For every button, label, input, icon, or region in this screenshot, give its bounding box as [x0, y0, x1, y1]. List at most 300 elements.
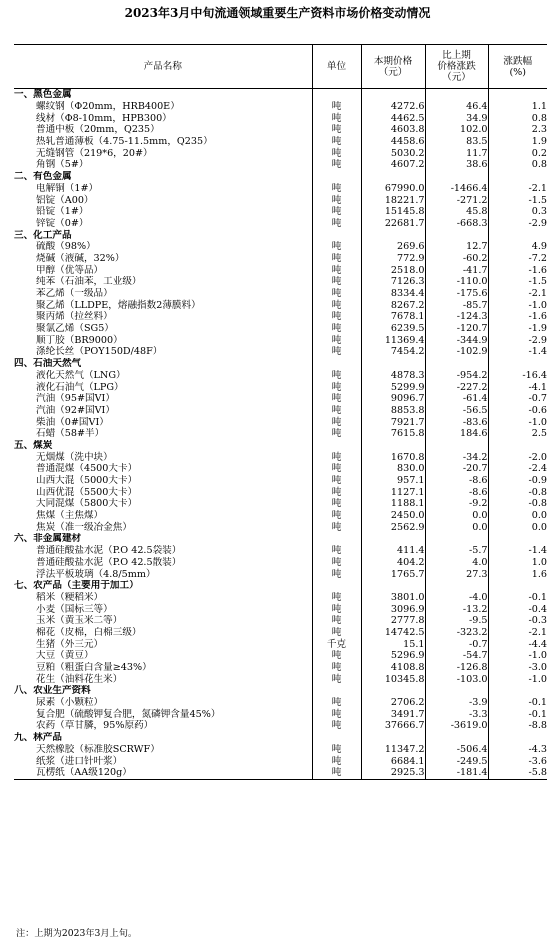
price-cell: 18221.7 — [361, 194, 425, 206]
pct-cell: 1.1 — [488, 101, 547, 113]
product-name-cell: 大豆（黄豆） — [36, 650, 94, 662]
price-cell: 6684.1 — [361, 755, 425, 767]
unit-cell: 吨 — [312, 662, 361, 674]
table-row — [14, 708, 547, 720]
change-cell: -8.6 — [425, 475, 488, 487]
unit-cell — [312, 732, 361, 744]
pct-cell: 1.6 — [488, 568, 547, 580]
product-name-cell: 纸浆（进口针叶浆） — [36, 755, 123, 767]
header-name: 产品名称 — [14, 45, 312, 89]
price-cell: 15145.8 — [361, 206, 425, 218]
pct-cell: -8.8 — [488, 720, 547, 732]
table-row — [14, 545, 547, 557]
product-name-cell: 无缝钢管（219*6，20#） — [36, 147, 153, 159]
table-row — [14, 673, 547, 685]
change-cell: -271.2 — [425, 194, 488, 206]
price-cell: 772.9 — [361, 253, 425, 265]
product-name-cell: 生猪（外三元） — [36, 638, 104, 650]
pct-cell: -1.0 — [488, 673, 547, 685]
pct-cell — [488, 229, 547, 241]
pct-cell: -2.1 — [488, 183, 547, 195]
unit-cell: 吨 — [312, 381, 361, 393]
unit-cell: 吨 — [312, 147, 361, 159]
price-cell: 7615.8 — [361, 428, 425, 440]
unit-cell: 吨 — [312, 334, 361, 346]
change-cell — [425, 358, 488, 370]
pct-cell — [488, 685, 547, 697]
table-row — [14, 253, 547, 265]
product-name-cell: 一、黑色金属 — [14, 89, 72, 101]
product-name-cell: 柴油（0#国VI） — [36, 416, 109, 428]
price-cell: 1670.8 — [361, 451, 425, 463]
pct-cell: -7.2 — [488, 253, 547, 265]
unit-cell: 吨 — [312, 486, 361, 498]
product-name-cell: 稻米（粳稻米） — [36, 591, 104, 603]
unit-cell: 吨 — [312, 767, 361, 779]
change-cell — [425, 89, 488, 101]
table-row — [14, 662, 547, 674]
unit-cell — [312, 440, 361, 452]
table-row — [14, 475, 547, 487]
category-row — [14, 732, 547, 744]
pct-cell: -1.6 — [488, 264, 547, 276]
product-name-cell: 小麦（国标三等） — [36, 603, 113, 615]
change-cell: -13.2 — [425, 603, 488, 615]
change-cell: 45.8 — [425, 206, 488, 218]
change-cell: 0.0 — [425, 521, 488, 533]
change-cell: -103.0 — [425, 673, 488, 685]
table-row — [14, 603, 547, 615]
table-row — [14, 767, 547, 779]
product-name-cell: 浮法平板玻璃（4.8/5mm） — [36, 568, 156, 580]
pct-cell — [488, 440, 547, 452]
change-cell: 4.0 — [425, 557, 488, 569]
table-row — [14, 638, 547, 650]
table-row — [14, 124, 547, 136]
change-cell: -110.0 — [425, 276, 488, 288]
table-row — [14, 592, 547, 604]
pct-cell: -1.0 — [488, 299, 547, 311]
product-name-cell: 纯苯（石油苯，工业级） — [36, 276, 142, 288]
table-row — [14, 428, 547, 440]
change-cell: -181.4 — [425, 767, 488, 779]
price-cell: 411.4 — [361, 545, 425, 557]
pct-cell: -0.1 — [488, 697, 547, 709]
pct-cell: -4.1 — [488, 381, 547, 393]
product-name-cell: 瓦楞纸（AA级120g） — [14, 767, 312, 779]
pct-cell: 1.9 — [488, 136, 547, 148]
pct-cell: -3.6 — [488, 755, 547, 767]
price-cell: 957.1 — [361, 475, 425, 487]
unit-cell: 吨 — [312, 124, 361, 136]
product-name-cell: 八、农业生产资料 — [14, 685, 91, 697]
change-cell — [425, 732, 488, 744]
change-cell: -124.3 — [425, 311, 488, 323]
product-name-cell: 汽油（95#国VI） — [36, 393, 115, 405]
price-cell — [361, 732, 425, 744]
unit-cell: 吨 — [312, 498, 361, 510]
unit-cell: 吨 — [312, 545, 361, 557]
product-name-cell: 聚乙烯（LLDPE，熔融指数2薄膜料） — [36, 299, 201, 311]
table-row — [14, 159, 547, 171]
table-row — [14, 498, 547, 510]
pct-cell — [488, 732, 547, 744]
change-cell: -34.2 — [425, 451, 488, 463]
product-name-cell: 电解铜（1#） — [36, 182, 99, 194]
category-row — [14, 358, 547, 370]
price-cell: 5296.9 — [361, 650, 425, 662]
price-cell: 22681.7 — [361, 218, 425, 230]
unit-cell: 吨 — [312, 241, 361, 253]
unit-cell: 吨 — [312, 592, 361, 604]
price-cell — [361, 89, 425, 101]
table-row — [14, 101, 547, 113]
price-cell: 67990.0 — [361, 183, 425, 195]
unit-cell: 吨 — [312, 393, 361, 405]
pct-cell: -1.6 — [488, 311, 547, 323]
product-name-cell: 焦炭（准一级冶金焦） — [36, 521, 132, 533]
change-cell: -249.5 — [425, 755, 488, 767]
change-cell: -954.2 — [425, 370, 488, 382]
product-name-cell: 二、有色金属 — [14, 171, 72, 183]
change-cell: -61.4 — [425, 393, 488, 405]
price-cell: 2518.0 — [361, 264, 425, 276]
table-row — [14, 288, 547, 300]
pct-cell: -2.1 — [488, 627, 547, 639]
pct-cell: -0.9 — [488, 475, 547, 487]
change-cell: -323.2 — [425, 627, 488, 639]
price-cell — [361, 229, 425, 241]
pct-cell: 2.5 — [488, 428, 547, 440]
category-row — [14, 229, 547, 241]
change-cell: -3.3 — [425, 708, 488, 720]
price-cell: 8267.2 — [361, 299, 425, 311]
pct-cell — [488, 580, 547, 592]
unit-cell: 吨 — [312, 557, 361, 569]
pct-cell: -2.1 — [488, 288, 547, 300]
table-row — [14, 299, 547, 311]
table-row — [14, 627, 547, 639]
table-row — [14, 218, 547, 230]
change-cell: -20.7 — [425, 463, 488, 475]
pct-cell: -0.4 — [488, 603, 547, 615]
pct-cell — [488, 89, 547, 101]
change-cell: -5.7 — [425, 545, 488, 557]
product-name-cell: 普通混煤（4500大卡） — [36, 463, 138, 475]
table-row — [14, 755, 547, 767]
change-cell: 27.3 — [425, 568, 488, 580]
table-row — [14, 147, 547, 159]
price-cell — [361, 440, 425, 452]
product-name-cell: 普通硅酸盐水泥（P.O 42.5袋装） — [36, 545, 182, 557]
product-name-cell: 无烟煤（洗中块） — [36, 451, 113, 463]
change-cell: 83.5 — [425, 136, 488, 148]
price-cell: 4108.8 — [361, 662, 425, 674]
change-cell: -668.3 — [425, 218, 488, 230]
change-cell: -120.7 — [425, 323, 488, 335]
product-name-cell: 顺丁胶（BR9000） — [36, 334, 123, 346]
product-name-cell: 三、化工产品 — [14, 229, 72, 241]
change-cell: -3619.0 — [425, 720, 488, 732]
change-cell: -3.9 — [425, 697, 488, 709]
pct-cell: -2.4 — [488, 463, 547, 475]
change-cell: -4.0 — [425, 592, 488, 604]
table-row — [14, 451, 547, 463]
table-row — [14, 276, 547, 288]
pct-cell: 1.0 — [488, 557, 547, 569]
price-cell: 8334.4 — [361, 288, 425, 300]
table-row — [14, 510, 547, 522]
product-name-cell: 聚氯乙烯（SG5） — [36, 323, 114, 335]
table-row — [14, 416, 547, 428]
price-cell: 830.0 — [361, 463, 425, 475]
price-cell: 2925.3 — [361, 767, 425, 779]
table-row — [14, 370, 547, 382]
table-row — [14, 486, 547, 498]
change-cell: -8.6 — [425, 486, 488, 498]
change-cell: -9.2 — [425, 498, 488, 510]
table-row — [14, 112, 547, 124]
pct-cell: -1.5 — [488, 194, 547, 206]
unit-cell: 吨 — [312, 276, 361, 288]
pct-cell: -1.4 — [488, 346, 547, 358]
price-cell: 269.6 — [361, 241, 425, 253]
product-name-cell: 棉花（皮棉，白棉三级） — [36, 626, 142, 638]
product-name-cell: 角钢（5#） — [36, 159, 89, 171]
price-cell: 4458.6 — [361, 136, 425, 148]
pct-cell: -0.7 — [488, 393, 547, 405]
change-cell: 12.7 — [425, 241, 488, 253]
product-name-cell: 普通中板（20mm，Q235） — [36, 124, 160, 136]
change-cell: 11.7 — [425, 147, 488, 159]
product-name-cell: 复合肥（硫酸钾复合肥，氮磷钾含量45%） — [36, 708, 221, 720]
change-cell: 46.4 — [425, 101, 488, 113]
product-name-cell: 硫酸（98%） — [36, 241, 96, 253]
table-row — [14, 557, 547, 569]
category-row — [14, 171, 547, 183]
header-unit: 单位 — [312, 45, 361, 89]
pct-cell: -4.3 — [488, 744, 547, 756]
product-name-cell: 聚丙烯（拉丝料） — [36, 311, 113, 323]
pct-cell: -0.6 — [488, 405, 547, 417]
change-cell — [425, 440, 488, 452]
category-row — [14, 580, 547, 592]
price-cell: 1188.1 — [361, 498, 425, 510]
unit-cell: 吨 — [312, 218, 361, 230]
product-name-cell: 豆粕（粗蛋白含量≥43%） — [36, 662, 152, 674]
price-cell: 3801.0 — [361, 592, 425, 604]
price-cell: 5299.9 — [361, 381, 425, 393]
product-name-cell: 液化天然气（LNG） — [36, 369, 126, 381]
product-name-cell: 农药（草甘膦，95%原药） — [36, 720, 154, 732]
product-name-cell: 九、林产品 — [14, 732, 62, 744]
price-cell: 4878.3 — [361, 370, 425, 382]
unit-cell: 吨 — [312, 311, 361, 323]
price-cell: 7454.2 — [361, 346, 425, 358]
price-cell: 4272.6 — [361, 101, 425, 113]
change-cell: -54.7 — [425, 650, 488, 662]
unit-cell: 吨 — [312, 288, 361, 300]
unit-cell — [312, 580, 361, 592]
unit-cell: 吨 — [312, 697, 361, 709]
table-row — [14, 615, 547, 627]
unit-cell: 吨 — [312, 603, 361, 615]
price-table — [14, 44, 547, 780]
change-cell: -83.6 — [425, 416, 488, 428]
price-cell — [361, 533, 425, 545]
unit-cell: 吨 — [312, 183, 361, 195]
unit-cell: 吨 — [312, 136, 361, 148]
pct-cell: 4.9 — [488, 241, 547, 253]
product-name-cell: 山西大混（5000大卡） — [36, 475, 138, 487]
pct-cell: -0.3 — [488, 615, 547, 627]
unit-cell: 吨 — [312, 521, 361, 533]
unit-cell — [312, 533, 361, 545]
unit-cell: 吨 — [312, 510, 361, 522]
price-cell: 9096.7 — [361, 393, 425, 405]
unit-cell: 吨 — [312, 615, 361, 627]
unit-cell: 吨 — [312, 405, 361, 417]
price-cell: 1127.1 — [361, 486, 425, 498]
product-name-cell: 铅锭（1#） — [36, 206, 89, 218]
price-cell: 2562.9 — [361, 521, 425, 533]
price-cell: 11347.2 — [361, 744, 425, 756]
unit-cell — [312, 229, 361, 241]
unit-cell: 吨 — [312, 673, 361, 685]
category-row — [14, 685, 547, 697]
product-name-cell: 尿素（小颗粒） — [36, 697, 104, 709]
change-cell: -41.7 — [425, 264, 488, 276]
unit-cell — [312, 171, 361, 183]
product-name-cell: 山西优混（5500大卡） — [36, 486, 138, 498]
product-name-cell: 大同混煤（5800大卡） — [36, 498, 138, 510]
product-name-cell: 四、石油天然气 — [14, 358, 82, 370]
product-name-cell: 苯乙烯（一级品） — [36, 288, 113, 300]
product-name-cell: 五、煤炭 — [14, 439, 53, 451]
price-cell: 3491.7 — [361, 708, 425, 720]
pct-cell: -4.4 — [488, 638, 547, 650]
table-row — [14, 744, 547, 756]
price-cell: 15.1 — [361, 638, 425, 650]
table-row — [14, 323, 547, 335]
table-row — [14, 521, 547, 533]
unit-cell — [312, 89, 361, 101]
unit-cell: 吨 — [312, 720, 361, 732]
price-cell: 4603.8 — [361, 124, 425, 136]
pct-cell: -1.0 — [488, 416, 547, 428]
pct-cell: -2.9 — [488, 334, 547, 346]
price-cell: 2450.0 — [361, 510, 425, 522]
pct-cell: -0.1 — [488, 592, 547, 604]
unit-cell: 吨 — [312, 264, 361, 276]
change-cell: -1466.4 — [425, 183, 488, 195]
change-cell: -102.9 — [425, 346, 488, 358]
product-name-cell: 七、农产品（主要用于加工） — [14, 580, 139, 592]
unit-cell: 吨 — [312, 568, 361, 580]
page-title: 2023年3月中旬流通领域重要生产资料市场价格变动情况 — [124, 6, 431, 20]
unit-cell: 吨 — [312, 416, 361, 428]
table-row — [14, 568, 547, 580]
change-cell — [425, 580, 488, 592]
unit-cell: 吨 — [312, 370, 361, 382]
unit-cell: 吨 — [312, 112, 361, 124]
table-row — [14, 393, 547, 405]
change-cell: -227.2 — [425, 381, 488, 393]
product-name-cell: 天然橡胶（标准胶SCRWF） — [36, 743, 160, 755]
pct-cell: 0.2 — [488, 147, 547, 159]
table-row — [14, 650, 547, 662]
price-cell: 11369.4 — [361, 334, 425, 346]
table-row — [14, 405, 547, 417]
change-cell: -344.9 — [425, 334, 488, 346]
price-cell: 4607.2 — [361, 159, 425, 171]
product-name-cell: 石蜡（58#半） — [36, 428, 105, 440]
unit-cell: 吨 — [312, 451, 361, 463]
category-row — [14, 440, 547, 452]
unit-cell: 吨 — [312, 627, 361, 639]
unit-cell: 吨 — [312, 428, 361, 440]
price-cell: 7126.3 — [361, 276, 425, 288]
change-cell: -126.8 — [425, 662, 488, 674]
change-cell: -9.5 — [425, 615, 488, 627]
change-cell: -56.5 — [425, 405, 488, 417]
product-name-cell: 锌锭（0#） — [36, 217, 89, 229]
change-cell: 184.6 — [425, 428, 488, 440]
unit-cell: 吨 — [312, 463, 361, 475]
product-name-cell: 玉米（黄玉米二等） — [36, 615, 123, 627]
price-cell: 7678.1 — [361, 311, 425, 323]
table-row — [14, 334, 547, 346]
pct-cell: -16.4 — [488, 370, 547, 382]
pct-cell: 0.0 — [488, 521, 547, 533]
pct-cell: -0.8 — [488, 498, 547, 510]
price-cell: 14742.5 — [361, 627, 425, 639]
pct-cell: 2.3 — [488, 124, 547, 136]
table-row — [14, 264, 547, 276]
unit-cell: 吨 — [312, 194, 361, 206]
table-row — [14, 720, 547, 732]
price-cell: 4462.5 — [361, 112, 425, 124]
product-name-cell: 铝锭（A00） — [36, 194, 94, 206]
price-cell — [361, 171, 425, 183]
pct-cell: -1.9 — [488, 323, 547, 335]
price-cell: 2706.2 — [361, 697, 425, 709]
price-cell: 10345.8 — [361, 673, 425, 685]
table-row — [14, 136, 547, 148]
change-cell: 102.0 — [425, 124, 488, 136]
table-row — [14, 463, 547, 475]
price-cell: 5030.2 — [361, 147, 425, 159]
product-name-cell: 涤纶长丝（POY150D/48F） — [36, 346, 163, 358]
unit-cell: 吨 — [312, 346, 361, 358]
pct-cell — [488, 533, 547, 545]
price-cell: 7921.7 — [361, 416, 425, 428]
price-cell: 37666.7 — [361, 720, 425, 732]
pct-cell: -2.9 — [488, 218, 547, 230]
table-row — [14, 697, 547, 709]
product-name-cell: 烧碱（液碱，32%） — [36, 252, 125, 264]
table-body — [14, 89, 547, 780]
unit-cell: 吨 — [312, 253, 361, 265]
header-change: 比上期 价格涨跌 （元） — [425, 45, 488, 89]
product-name-cell: 螺纹钢（Φ20mm，HRB400E） — [36, 101, 180, 113]
table-row — [14, 311, 547, 323]
change-cell: -85.7 — [425, 299, 488, 311]
table-row — [14, 194, 547, 206]
product-name-cell: 热轧普通薄板（4.75-11.5mm，Q235） — [36, 136, 213, 148]
unit-cell: 吨 — [312, 755, 361, 767]
header-price: 本期价格 （元） — [361, 45, 425, 89]
